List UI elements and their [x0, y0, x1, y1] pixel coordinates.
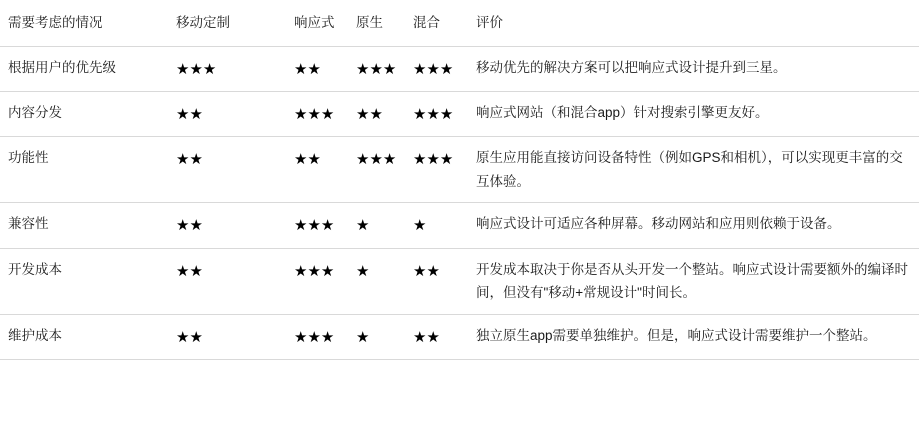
cell-hybrid-rating: ★★: [405, 248, 468, 314]
table-row: [0, 314, 919, 359]
column-header-hybrid: 混合: [405, 0, 468, 46]
cell-native-rating: ★: [348, 314, 405, 359]
cell-native-rating: ★★★: [348, 46, 405, 91]
cell-situation: 兼容性: [0, 203, 168, 248]
column-header-evaluation: 评价: [468, 0, 919, 46]
cell-hybrid-rating: ★★: [405, 314, 468, 359]
cell-evaluation: 独立原生app需要单独维护。但是，响应式设计需要维护一个整站。: [468, 314, 919, 359]
cell-native-rating: ★★: [348, 91, 405, 136]
cell-situation: 开发成本: [0, 248, 168, 314]
cell-hybrid-rating: ★: [405, 203, 468, 248]
cell-mobile-custom-rating: ★★: [168, 314, 286, 359]
cell-native-rating: ★: [348, 203, 405, 248]
cell-mobile-custom-rating: ★★★: [168, 46, 286, 91]
column-header-native: 原生: [348, 0, 405, 46]
cell-responsive-rating: ★★★: [286, 91, 348, 136]
cell-situation: 内容分发: [0, 91, 168, 136]
cell-evaluation: 响应式网站（和混合app）针对搜索引擎更友好。: [468, 91, 919, 136]
cell-hybrid-rating: ★★★: [405, 137, 468, 203]
table-row: [0, 248, 919, 314]
table-row: [0, 91, 919, 136]
table-header-row: [0, 0, 919, 46]
table-row: [0, 203, 919, 248]
cell-mobile-custom-rating: ★★: [168, 137, 286, 203]
cell-hybrid-rating: ★★★: [405, 91, 468, 136]
cell-native-rating: ★★★: [348, 137, 405, 203]
column-header-situation: 需要考虑的情况: [0, 0, 168, 46]
cell-mobile-custom-rating: ★★: [168, 248, 286, 314]
cell-responsive-rating: ★★★: [286, 203, 348, 248]
cell-hybrid-rating: ★★★: [405, 46, 468, 91]
cell-native-rating: ★: [348, 248, 405, 314]
cell-situation: 功能性: [0, 137, 168, 203]
cell-responsive-rating: ★★★: [286, 314, 348, 359]
cell-mobile-custom-rating: ★★: [168, 91, 286, 136]
cell-evaluation: 移动优先的解决方案可以把响应式设计提升到三星。: [468, 46, 919, 91]
cell-responsive-rating: ★★★: [286, 248, 348, 314]
table-row: [0, 137, 919, 203]
table-header: [0, 0, 919, 46]
cell-mobile-custom-rating: ★★: [168, 203, 286, 248]
cell-evaluation: 开发成本取决于你是否从头开发一个整站。响应式设计需要额外的编译时间，但没有"移动+常规设计"时间长。: [468, 248, 919, 314]
column-header-mobile-custom: 移动定制: [168, 0, 286, 46]
cell-responsive-rating: ★★: [286, 137, 348, 203]
cell-evaluation: 响应式设计可适应各种屏幕。移动网站和应用则依赖于设备。: [468, 203, 919, 248]
cell-responsive-rating: ★★: [286, 46, 348, 91]
cell-situation: 维护成本: [0, 314, 168, 359]
table-row: [0, 46, 919, 91]
column-header-responsive: 响应式: [286, 0, 348, 46]
cell-situation: 根据用户的优先级: [0, 46, 168, 91]
cell-evaluation: 原生应用能直接访问设备特性（例如GPS和相机），可以实现更丰富的交互体验。: [468, 137, 919, 203]
table-body: [0, 46, 919, 360]
